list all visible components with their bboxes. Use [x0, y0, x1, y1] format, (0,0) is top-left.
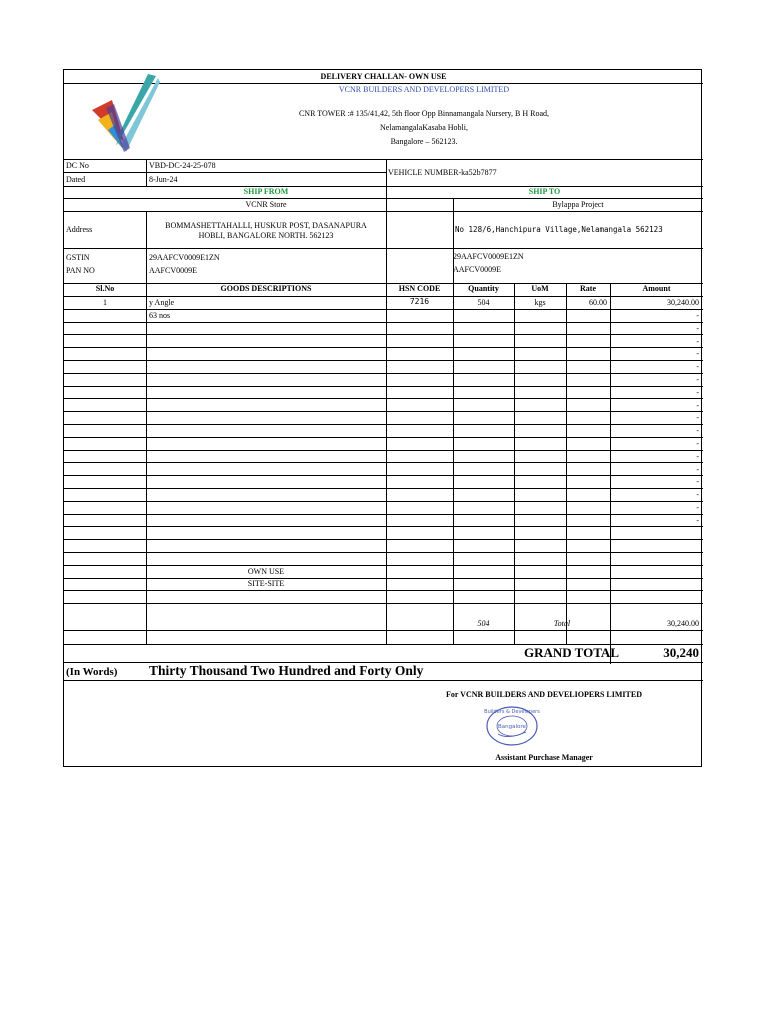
pan-label: PAN NO — [66, 266, 95, 275]
amount-dash: - — [696, 477, 699, 487]
company-address-line1: CNR TOWER :# 135/41,42, 5th floor Opp Binnamangala Nursery, B H Road, — [298, 109, 550, 118]
table-row-line — [64, 462, 703, 463]
table-column-line — [610, 644, 611, 664]
amount-dash: - — [696, 426, 699, 436]
item-description: y Angle — [149, 298, 175, 307]
table-row-line — [64, 552, 703, 553]
ship-from-name: VCNR Store — [245, 200, 287, 209]
amount-dash: - — [696, 362, 699, 372]
col-header-hsn: HSN CODE — [398, 284, 441, 293]
address-label: Address — [66, 225, 93, 234]
grand-total-value: 30,240 — [663, 645, 699, 660]
item-description-line2: 63 nos — [149, 311, 171, 320]
ship-from-address-line1: BOMMASHETTAHALLI, HUSKUR POST, DASANAPURA — [165, 221, 367, 230]
amount-dash: - — [696, 503, 699, 512]
table-row-line — [64, 680, 703, 681]
amount-dash: - — [696, 336, 699, 346]
divider — [386, 159, 387, 283]
col-header-slno: Sl.No — [95, 284, 115, 293]
col-header-quantity: Quantity — [468, 284, 499, 293]
table-row-line — [64, 539, 703, 540]
amount-dash: - — [696, 349, 699, 359]
table-row-line — [64, 424, 703, 425]
table-column-line — [146, 283, 147, 644]
ship-from-pan: AAFCV0009E — [149, 266, 198, 275]
table-column-line — [610, 283, 611, 644]
company-name: VCNR BUILDERS AND DEVELOPERS LIMITED — [338, 85, 510, 94]
table-row-line — [64, 398, 703, 399]
col-header-rate: Rate — [580, 284, 596, 293]
ship-to-name: Bylappa Project — [552, 200, 604, 209]
table-row-line — [64, 450, 703, 451]
total-quantity: 504 — [477, 619, 490, 628]
grand-total-label: GRAND TOTAL — [524, 645, 619, 660]
col-header-amount: Amount — [642, 284, 671, 293]
svg-text:Builders & Developers: Builders & Developers — [484, 709, 540, 715]
table-row-line — [64, 501, 703, 502]
table-row-line — [64, 514, 703, 515]
table-row-line — [64, 309, 703, 310]
table-row-line — [64, 437, 703, 438]
svg-text:Bangalore: Bangalore — [498, 724, 526, 730]
table-column-line — [566, 283, 567, 644]
item-quantity: 504 — [477, 298, 490, 307]
divider — [64, 198, 703, 199]
company-logo — [86, 72, 162, 158]
table-column-line — [514, 283, 515, 644]
table-row-line — [64, 334, 703, 335]
vehicle-number: VEHICLE NUMBER-ka52b7877 — [388, 168, 497, 177]
amount-dash: - — [696, 323, 699, 333]
table-row-line — [64, 373, 703, 374]
in-words-text: Thirty Thousand Two Hundred and Forty Only — [149, 663, 424, 678]
dated-value: 8-Jun-24 — [149, 175, 178, 184]
total-amount: 30,240.00 — [667, 619, 699, 628]
table-row-line — [64, 488, 703, 489]
document-title: DELIVERY CHALLAN- OWN USE — [320, 72, 447, 81]
item-uom: kgs — [534, 298, 546, 307]
table-row-line — [64, 644, 703, 645]
table-row-line — [64, 565, 703, 566]
table-row-line — [64, 578, 703, 579]
total-label: Total — [553, 619, 571, 628]
for-company-line: For VCNR BUILDERS AND DEVELIOPERS LIMITED — [446, 690, 642, 699]
divider — [64, 159, 703, 160]
table-row-line — [64, 603, 703, 604]
amount-dash: - — [696, 439, 699, 448]
ship-from-gstin: 29AAFCV0009E1ZN — [149, 253, 220, 262]
amount-dash: - — [696, 375, 699, 384]
table-row-line — [64, 526, 703, 527]
ship-to-heading: SHIP TO — [528, 187, 561, 196]
table-row-line — [64, 590, 703, 591]
col-header-description: GOODS DESCRIPTIONS — [220, 284, 312, 293]
amount-dash: - — [696, 464, 699, 474]
table-row-line — [64, 662, 703, 663]
table-row-line — [64, 386, 703, 387]
table-row-line — [64, 360, 703, 361]
item-hsn: 7216 — [409, 297, 430, 306]
gstin-label: GSTIN — [66, 253, 90, 262]
amount-dash: - — [696, 515, 699, 525]
company-address-line2: NelamangalaKasaba Hobli, — [380, 123, 468, 132]
dc-no-value: VBD-DC-24-25-078 — [149, 161, 216, 170]
item-slno: 1 — [103, 298, 107, 307]
signatory-title: Assistant Purchase Manager — [495, 753, 593, 762]
delivery-challan-sheet — [63, 69, 702, 767]
divider — [64, 248, 703, 249]
table-row-line — [64, 347, 703, 348]
company-seal-stamp — [484, 704, 540, 748]
col-header-uom: UoM — [531, 284, 549, 293]
table-row-line — [64, 475, 703, 476]
table-row-line — [64, 322, 703, 323]
note-site-to-site: SITE-SITE — [247, 579, 285, 588]
ship-to-address: No 128/6,Hanchipura Village,Nelamangala 562123 — [455, 225, 663, 234]
table-column-line — [453, 283, 454, 644]
amount-dash: - — [696, 413, 699, 423]
table-row-line — [64, 411, 703, 412]
amount-dash: - — [696, 311, 699, 320]
table-row-line — [64, 296, 703, 297]
ship-from-address-line2: HOBLI, BANGALORE NORTH. 562123 — [198, 231, 334, 240]
amount-dash: - — [696, 400, 699, 410]
divider — [64, 172, 386, 173]
ship-from-heading: SHIP FROM — [243, 187, 289, 196]
divider — [64, 211, 703, 212]
item-amount: 30,240.00 — [667, 298, 699, 307]
divider — [146, 159, 147, 186]
dc-no-label: DC No — [66, 161, 89, 170]
amount-dash: - — [696, 451, 699, 461]
table-column-line — [386, 283, 387, 644]
table-row-line — [64, 630, 703, 631]
in-words-label: (In Words) — [66, 666, 118, 678]
dated-label: Dated — [66, 175, 86, 184]
ship-to-gstin: 29AAFCV0009E1ZN — [453, 252, 524, 261]
amount-dash: - — [696, 490, 699, 500]
company-address-line3: Bangalore – 562123. — [390, 137, 458, 146]
amount-dash: - — [696, 387, 699, 397]
note-own-use: OWN USE — [247, 567, 285, 576]
ship-to-pan: AAFCV0009E — [453, 265, 502, 274]
item-rate: 60.00 — [589, 298, 607, 307]
